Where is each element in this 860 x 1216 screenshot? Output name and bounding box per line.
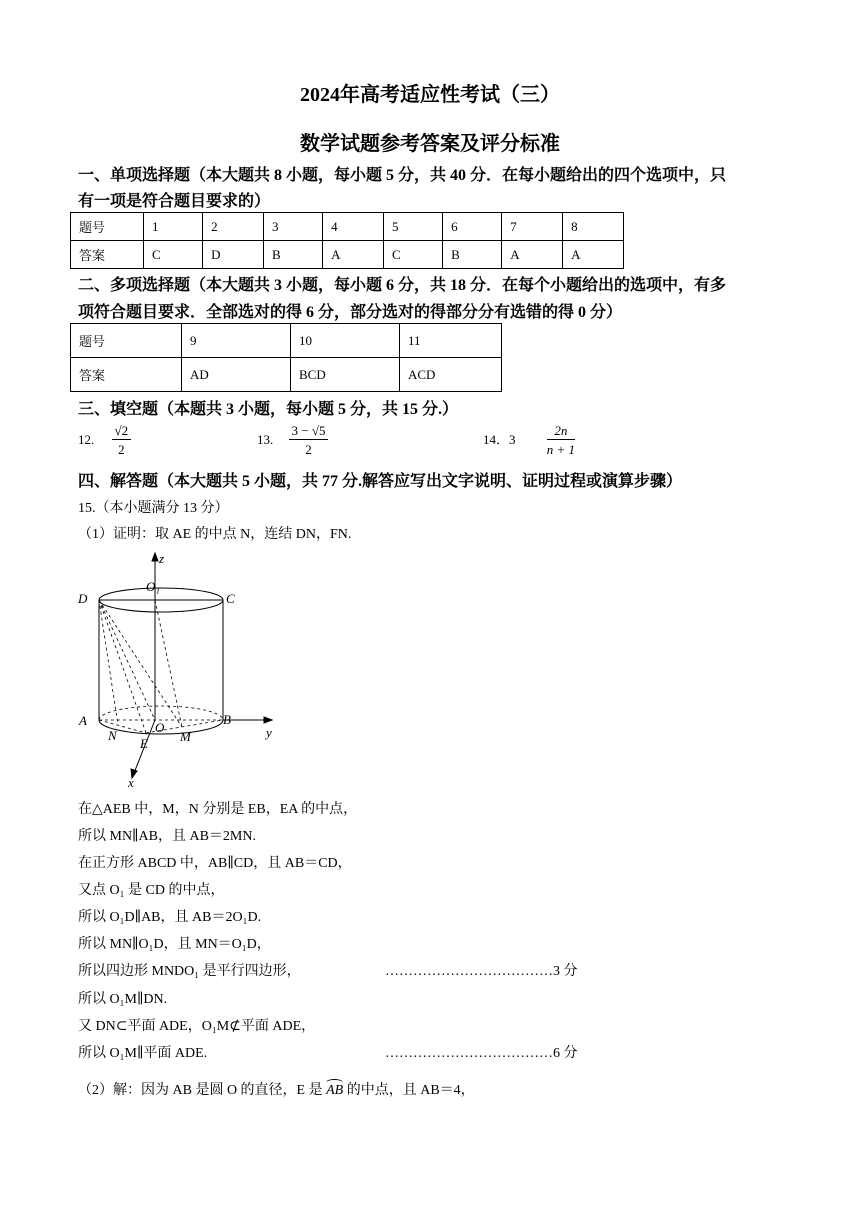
cylinder-figure — [70, 545, 290, 790]
row-label-answer: 答案 — [71, 241, 144, 269]
q15-part1-intro: （1）证明：取 AE 的中点 N，连结 DN，FN. — [78, 527, 352, 542]
q14-fraction — [547, 424, 575, 456]
proof-line: 又点 O₁ 是 CD 的中点， — [78, 883, 225, 898]
table-cell: 7 — [502, 213, 563, 241]
table-cell: A — [563, 241, 624, 269]
table-cell: A — [323, 241, 384, 269]
label-x: x — [128, 775, 134, 790]
score-3-points: ………………………………3 分 — [385, 964, 578, 979]
q15-part2-intro — [78, 1079, 475, 1099]
label-E: E — [140, 736, 148, 751]
z-axis-arrow — [152, 553, 158, 561]
table-cell: 2 — [203, 213, 264, 241]
proof-line: 在正方形 ABCD 中，AB∥CD，且 AB＝CD， — [78, 856, 352, 871]
segment-O1M — [155, 600, 182, 727]
fraction-denominator: 2 — [305, 442, 312, 457]
label-y: y — [266, 725, 272, 740]
fill-answer-14 — [483, 424, 575, 456]
fraction-denominator: n + 1 — [546, 442, 576, 457]
label-z: z — [159, 551, 165, 566]
proof-line: 在△AEB 中，M，N 分别是 EB，EA 的中点， — [78, 802, 358, 817]
label-C: C — [226, 591, 235, 606]
table-row-answers — [71, 241, 624, 269]
page-subtitle: 数学试题参考答案及评分标准 — [300, 133, 560, 155]
fraction-numerator: 3 − √5 — [289, 424, 329, 440]
fill-answer-12 — [78, 424, 131, 456]
section1-heading-line1: 一、单项选择题（本大题共 8 小题，每小题 5 分，共 40 分．在每小题给出的四个选项中，只 — [78, 167, 727, 184]
q13-fraction — [289, 424, 329, 456]
table-cell: D — [203, 241, 264, 269]
row-label-answer: 答案 — [71, 358, 182, 392]
q15-heading: 15.（本小题满分 13 分） — [78, 501, 229, 516]
table-cell: BCD — [291, 358, 400, 392]
q12-number: 12. — [78, 432, 95, 447]
row-label-question: 题号 — [71, 213, 144, 241]
table-row-questions — [71, 213, 624, 241]
fraction-numerator: 2n — [547, 424, 575, 440]
page-title: 2024年高考适应性考试（三） — [300, 84, 560, 106]
label-A: A — [79, 713, 87, 728]
table-cell: 5 — [383, 213, 442, 241]
proof-line: 又 DN⊂平面 ADE，O₁M⊄平面 ADE， — [78, 1019, 316, 1034]
label-O1: O₁ — [146, 579, 160, 594]
table-cell: 1 — [144, 213, 203, 241]
table-row-questions — [71, 324, 502, 358]
table-cell: 3 — [263, 213, 322, 241]
proof-line: 所以 O₁D∥AB，且 AB＝2O₁D. — [78, 910, 262, 925]
row-label-question: 题号 — [71, 324, 182, 358]
label-B: B — [223, 712, 231, 727]
table-cell: 11 — [400, 324, 502, 358]
section2-heading-line1: 二、多项选择题（本大题共 3 小题，每小题 6 分，共 18 分．在每个小题给出的选项中，有多 — [78, 277, 727, 294]
arc-AB: AB — [326, 1083, 344, 1098]
section3-heading: 三、填空题（本题共 3 小题，每小题 5 分，共 15 分.） — [78, 401, 459, 418]
proof-line: 所以 O₁M∥平面 ADE. — [78, 1046, 208, 1061]
label-M: M — [180, 729, 191, 744]
q13-number: 13. — [257, 432, 274, 447]
table-cell: 4 — [323, 213, 384, 241]
fill-answer-13 — [257, 424, 328, 456]
table-cell: ACD — [400, 358, 502, 392]
table-cell: 9 — [182, 324, 291, 358]
fraction-numerator: √2 — [112, 424, 132, 440]
table-cell: A — [502, 241, 563, 269]
table-cell: AD — [182, 358, 291, 392]
part2-text-b: 的中点，且 AB＝4， — [346, 1083, 475, 1098]
y-axis-arrow — [264, 717, 272, 723]
table-cell: C — [383, 241, 442, 269]
section1-answer-table — [70, 212, 624, 269]
table-cell: C — [144, 241, 203, 269]
section2-answer-table — [70, 323, 502, 392]
proof-line: 所以 O₁M∥DN. — [78, 992, 168, 1007]
table-cell: B — [443, 241, 502, 269]
table-cell: 8 — [563, 213, 624, 241]
segment-DE — [99, 600, 146, 733]
q14-number: 14．3 — [483, 432, 516, 447]
label-D: D — [78, 591, 88, 606]
table-cell: 6 — [443, 213, 502, 241]
proof-line: 所以 MN∥AB，且 AB＝2MN. — [78, 829, 256, 844]
bottom-ellipse-back — [99, 706, 223, 720]
fraction-denominator: 2 — [118, 442, 125, 457]
section1-heading-line2: 有一项是符合题目要求的） — [78, 193, 271, 210]
q12-fraction — [112, 424, 132, 456]
label-O: O — [155, 720, 165, 735]
part2-text-a: （2）解：因为 AB 是圆 O 的直径，E 是 — [78, 1083, 323, 1098]
table-cell: 10 — [291, 324, 400, 358]
label-N: N — [108, 728, 117, 743]
table-cell: B — [263, 241, 322, 269]
score-6-points: ………………………………6 分 — [385, 1046, 578, 1061]
proof-line: 所以 MN∥O₁D，且 MN＝O₁D， — [78, 937, 271, 952]
section4-heading: 四、解答题（本大题共 5 小题，共 77 分.解答应写出文字说明、证明过程或演算步骤） — [78, 473, 683, 490]
table-row-answers — [71, 358, 502, 392]
segment-DM — [99, 600, 182, 727]
section2-heading-line2: 项符合题目要求．全部选对的得 6 分，部分选对的得部分分有选错的得 0 分） — [78, 304, 623, 321]
proof-line: 所以四边形 MNDO₁ 是平行四边形， — [78, 964, 301, 979]
segment-DO — [99, 600, 155, 720]
segment-DN — [99, 600, 118, 725]
